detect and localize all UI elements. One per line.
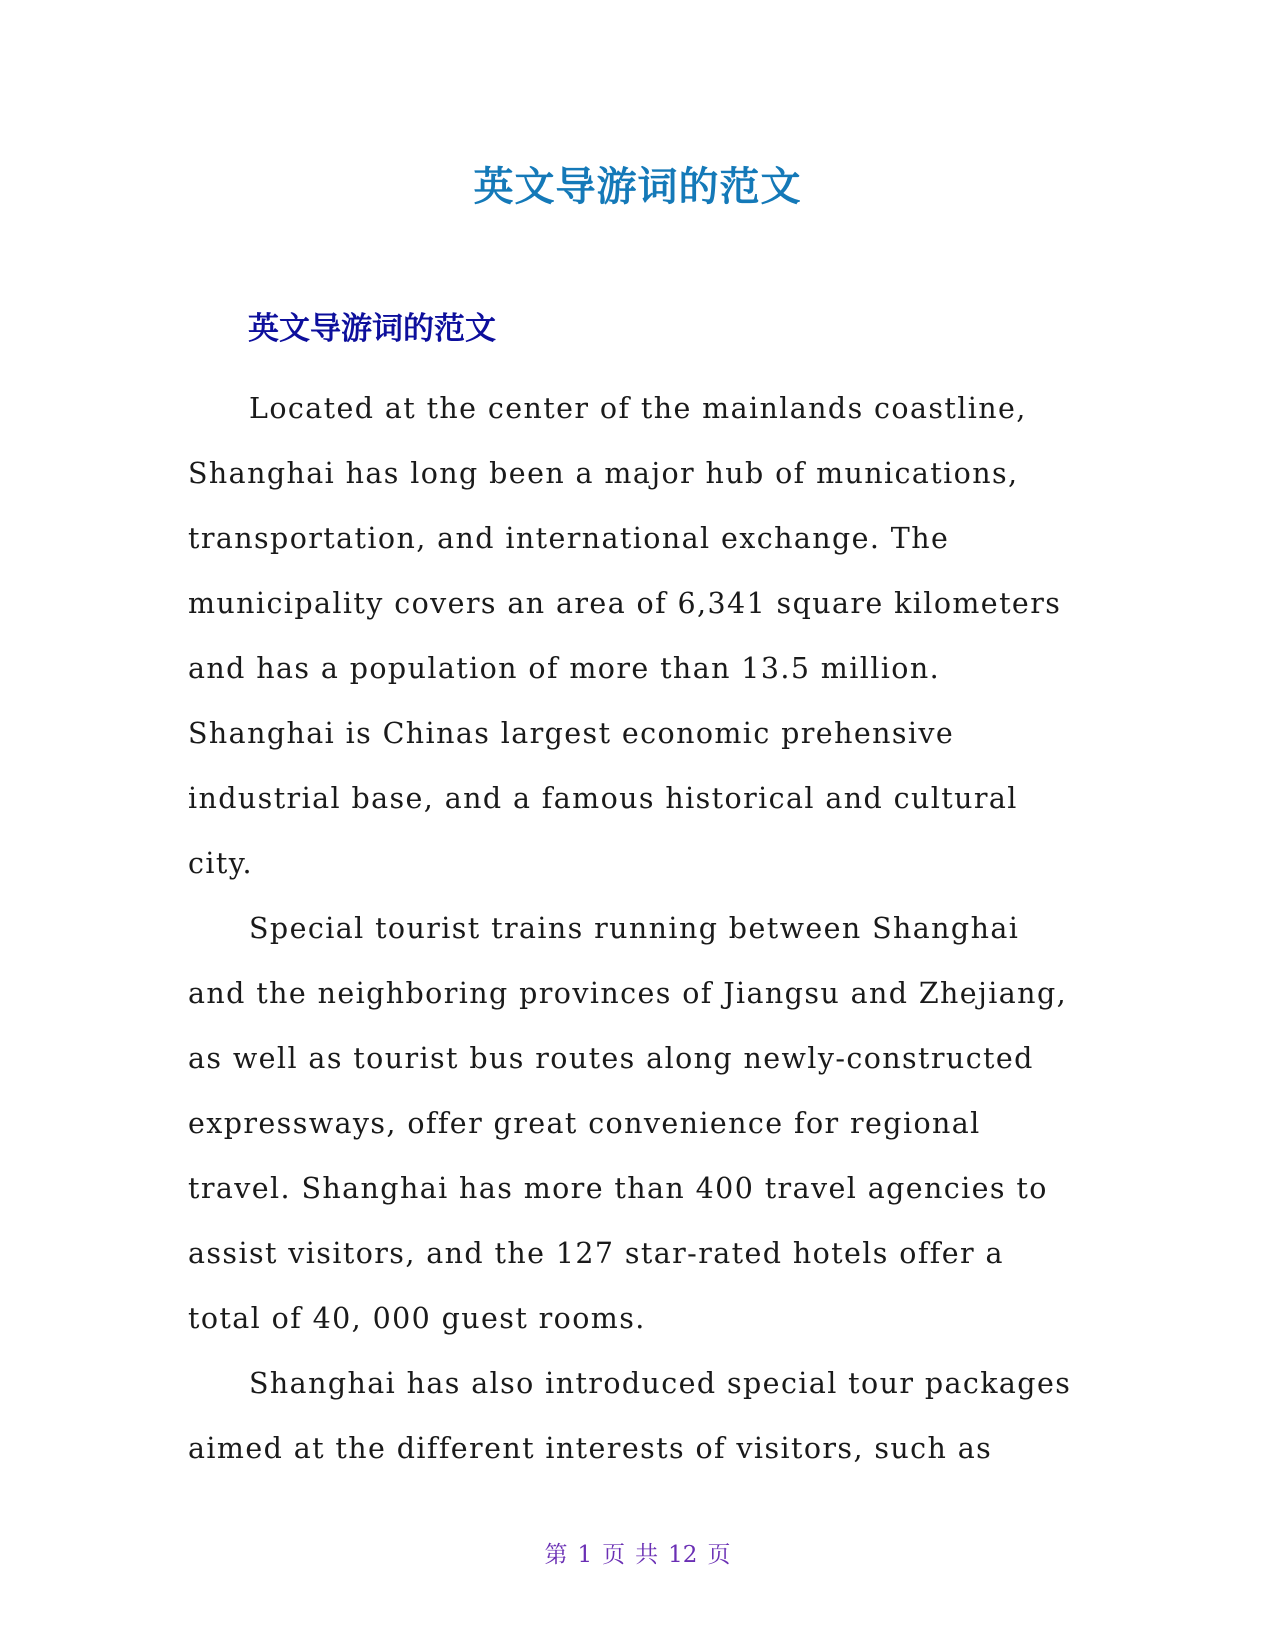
paragraph-1-line: Shanghai has long been a major hub of munications, <box>188 457 1019 490</box>
paragraph-2-line: Special tourist trains running between Shanghai <box>249 912 1020 945</box>
paragraph-1-line: city. <box>188 847 253 880</box>
paragraph-2-line: travel. Shanghai has more than 400 travel agencies to <box>188 1172 1048 1205</box>
paragraph-1-line: municipality covers an area of 6,341 square kilometers <box>188 587 1062 620</box>
paragraph-3-line: aimed at the different interests of visitors, such as <box>188 1432 993 1465</box>
document-title: 英文导游词的范文 <box>473 164 802 210</box>
footer-total-pages: 12 <box>668 1542 698 1568</box>
footer-current-page: 1 <box>577 1542 593 1568</box>
paragraph-1-line: industrial base, and a famous historical and cultural <box>188 782 1018 815</box>
paragraph-3-line: Shanghai has also introduced special tour packages <box>249 1367 1072 1400</box>
paragraph-1-line: Located at the center of the mainlands coastline, <box>249 392 1027 425</box>
footer-total-prefix: 共 <box>635 1542 659 1568</box>
paragraph-2-line: as well as tourist bus routes along newly-constructed <box>188 1042 1034 1075</box>
paragraph-1-line: and has a population of more than 13.5 million. <box>188 652 941 685</box>
paragraph-1-line: Shanghai is Chinas largest economic prehensive <box>188 717 955 750</box>
paragraph-1-line: transportation, and international exchange. The <box>188 522 950 555</box>
footer-prefix: 第 <box>544 1542 568 1568</box>
body-text <box>188 376 1093 1481</box>
footer-page-word: 页 <box>602 1542 626 1568</box>
page-footer <box>0 1540 1275 1570</box>
paragraph-2-line: and the neighboring provinces of Jiangsu and Zhejiang, <box>188 977 1068 1010</box>
footer-total-suffix: 页 <box>707 1542 731 1568</box>
paragraph-2-line: expressways, offer great convenience for regional <box>188 1107 981 1140</box>
section-heading: 英文导游词的范文 <box>248 311 496 347</box>
paragraph-2-line: total of 40, 000 guest rooms. <box>188 1302 646 1335</box>
paragraph-2-line: assist visitors, and the 127 star-rated hotels offer a <box>188 1237 1004 1270</box>
